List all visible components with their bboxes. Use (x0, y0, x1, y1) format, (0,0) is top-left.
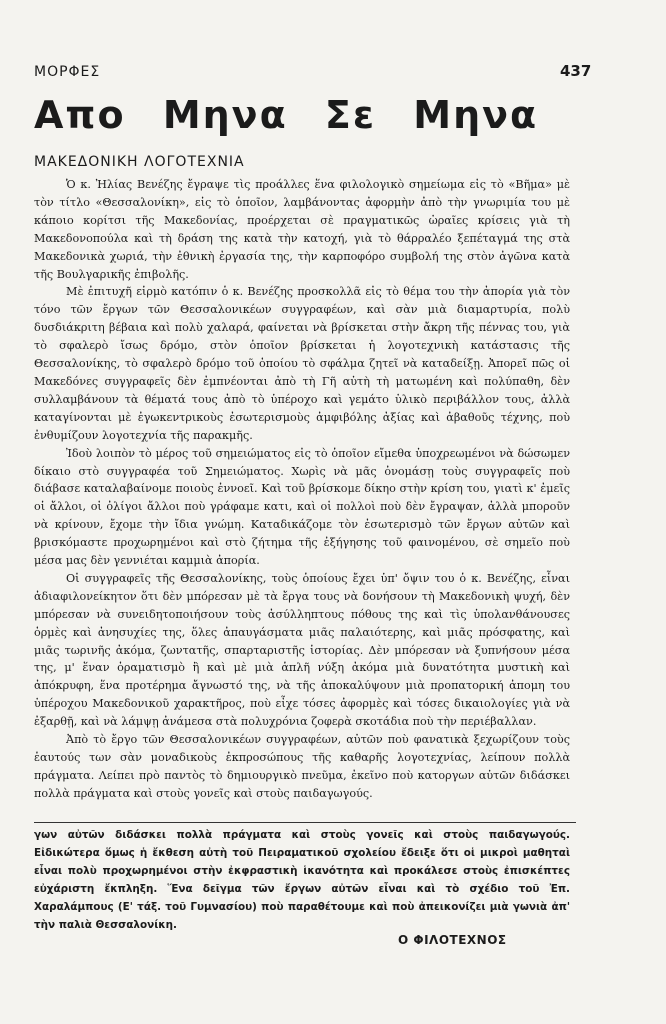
article-body (34, 176, 570, 803)
title-word: Απο (34, 93, 126, 137)
page-number: 437 (560, 62, 592, 80)
paragraph: Ὁ κ. Ἠλίας Βενέζης ἔγραψε τὶς προάλλες ἕνα φιλολογικὸ σημείωμα εἰς τὸ «Βῆμα» μὲ τὸν τίτλο «Θεσσαλονίκη», εἰς τὸ ὁποῖον, λαμβάνοντας ἀφορμὴν ἀπὸ τὴν γνωριμία του μὲ κάποιο κορίτσι τῆς Μακεδονίας, προέρχεται σὲ πραγματικῶς ὡραῖες κρίσεις γιὰ τὴ Μακεδονοπούλα καὶ τὴ δράση της κατὰ τὴν κατοχή, γιὰ τὸ θάρραλέο ξεπέταγμά της στὰ Μακεδονικὰ χωριά, τὴν ἐθνικὴ ἐργασία της, τὴν καρποφόρο συμβολή της στὸν ἀγῶνα κατὰ τῆς Βουλγαρικῆς ἐπιβολῆς. (34, 178, 570, 281)
title-word: Σε (324, 93, 377, 137)
article-title (34, 93, 560, 137)
footer-text: γων αὐτῶν διδάσκει πολλὰ πράγματα καὶ στοὺς γονεῖς καὶ στοὺς παιδαγωγούς. Εἰδικώτερα ὅμως ἡ ἔκθεση αὐτὴ τοῦ Πειραματικοῦ σχολείου ἔδειξε ὅτι οἱ μικροὶ μαθηταὶ εἶναι πολὺ προχωρημένοι στὴν ἐκφραστικὴ ἱκανότητα καὶ προκάλεσε στοὺς ἐπισκέπτες εὐχάριστη ἔκπληξη. Ἕνα δεῖγμα τῶν ἔργων αὐτῶν εἶναι καὶ τὸ σχέδιο τοῦ Ἐπ. Χαραλάμπους (Ε' τάξ. τοῦ Γυμνασίου) ποὺ παραθέτουμε καὶ ποὺ ἀπεικονίζει μιὰ γωνιὰ ἀπ' τὴν παλιὰ Θεσσαλονίκη. (34, 829, 570, 931)
author-signature: Ο ΦΙΛΟΤΕΧΝΟΣ (398, 933, 507, 947)
paragraph: Ἀπὸ τὸ ἔργο τῶν Θεσσαλονικέων συγγραφέων, αὐτῶν ποὺ φανατικὰ ξεχωρίζουν τοὺς ἑαυτούς των σὰν μοναδικοὺς ἐκπροσώπους τῆς καθαρῆς λογοτεχνίας, λείπουν πολλὰ πράγματα. Λείπει πρὸ παντὸς τὸ δημιουργικὸ πνεῦμα, ἐκεῖνο ποὺ κατοργων αὐτῶν διδάσκει πολλὰ πράγματα καὶ στοὺς γονεῖς καὶ στοὺς παιδαγωγούς. (34, 733, 570, 800)
section-heading: ΜΑΚΕΔΟΝΙΚΗ ΛΟΓΟΤΕΧΝΙΑ (34, 154, 245, 170)
divider-rule (34, 822, 576, 823)
paragraph: Οἱ συγγραφεῖς τῆς Θεσσαλονίκης, τοὺς ὁποίους ἔχει ὑπ' ὄψιν του ὁ κ. Βενέζης, εἶναι ἀδιαφιλονείκητον ὅτι δὲν μπόρεσαν μὲ τὰ ἔργα τους νὰ δονήσουν τὴ Μακεδονικὴ ψυχή, δὲν μπόρεσαν νὰ συνειδητοποιήσουν τοὺς ἀσύλληπτους πόθους της καὶ τὶς ὑπολανθάνουσες ὁρμὲς καὶ ἀνησυχίες της, ὅλες ἀπαυγάσματα μιᾶς παλαιότερης, καὶ μιᾶς πρόσφατης, καὶ μιᾶς τωρινῆς ἀκόμα, ζωντατῆς, σπαρταριστῆς ἱστορίας. Δὲν μπόρεσαν νὰ ξυπνήσουν μέσα της, μ' ἕναν ὁραματισμὸ ἢ καὶ μὲ μιὰ ἁπλῆ νύξη ἀκόμα μιὰ δυνατότητα μυστικὴ καὶ ἀπόκρυφη, ἕνα προτέρημα ἄγνωστό της, νὰ τῆς ἀποκαλύψουν μιὰ προπατορική ἀπομη του ὑπέροχου Μακεδονικοῦ χαρακτῆρος, ποὺ εἶχε τόσες ἀφορμὲς καὶ τόσες δικαιολογίες γιὰ νὰ ἐξαρθῇ, καὶ νὰ λάμψῃ ἀνάμεσα στὰ πολυχρόνια ζοφερὰ σκοτάδια ποὺ τὴν περιέβαλλαν. (34, 571, 570, 729)
title-word: Μηνα (413, 93, 539, 137)
title-word: Μηνα (162, 93, 288, 137)
running-title: ΜΟΡΦΕΣ (34, 64, 101, 80)
paragraph: Ἰδοὺ λοιπὸν τὸ μέρος τοῦ σημειώματος εἰς τὸ ὁποῖον εἴμεθα ὑποχρεωμένοι νὰ δώσωμεν δίκαιο στὸ συγγραφέα τοῦ Σημειώματος. Χωρὶς νὰ μᾶς ὀνομάσῃ τοὺς συγγραφεῖς ποὺ διάβασε καταλαβαίνομε ποιοὺς ἐννοεῖ. Καὶ τοῦ βρίσκομε δίκηο στὴν κρίση του, γιατὶ κ' ἐμεῖς οἱ ἄλλοι, οἱ ὀλίγοι ἄλλοι ποὺ γράφαμε κατι, καὶ οἱ πολλοὶ ποὺ δὲν ἔγραψαν, ἀλλὰ μποροῦν νὰ κρίνουν, ἔχομε τὴν ἴδια γνώμη. Καταδικάζομε τὸν ἐσωτερισμὸ τῶν ἔργων αὐτῶν καὶ βρισκόμαστε προχωρημένοι καὶ στὸ ζήτημα τῆς ἐξήγησης τοῦ φαινομένου, σὲ σημεῖο ποὺ μέσα μας δὲν γεννιέται καμμιὰ ἀπορία. (34, 446, 570, 568)
paragraph: Μὲ ἐπιτυχῆ εἱρμὸ κατόπιν ὁ κ. Βενέζης προσκολλᾶ εἰς τὸ θέμα του τὴν ἀπορία γιὰ τὸν τόνο τῶν ἔργων τῶν Θεσσαλονικέων συγγραφέων, καὶ σὰν μιὰ διαμαρτυρία, πολὺ δυσδιάκριτη βέβαια καὶ πολὺ χαλαρά, φαίνεται νὰ βρίσκεται στὴν ἄκρη τῆς πέννας του, γιὰ τὸ σφαλερὸ ἴσως δρόμο, στὸν ὁποῖον βρίσκεται ἡ λογοτεχνικὴ κατάστασις τῆς Θεσσαλονίκης, τὸ σφαλερὸ δρόμο τοῦ ὁποίου τὸ σφάλμα ζητεῖ νὰ καταδείξῃ. Ἀπορεῖ πῶς οἱ Μακεδόνες συγγραφεῖς δὲν ἐμπνέονται ἀπὸ τὴ Γῆ αὐτὴ τὴ ματωμένη καὶ πολύπαθη, δὲν συλλαμβάνουν τὰ θέματά τους ἀπὸ τὸ ὑπέροχο καὶ γεμάτο ὑλικὸ περιβάλλον τους, ἀλλὰ καταγίνονται μὲ ἐγωκεντρικοὺς ἐσωτερισμοὺς ἀμφιβόλης ἀξίας καὶ ἀβαθοῦς τέχνης, ποὺ ἐνθυμίζουν λογοτεχνία τῆς παρακμῆς. (34, 285, 570, 442)
